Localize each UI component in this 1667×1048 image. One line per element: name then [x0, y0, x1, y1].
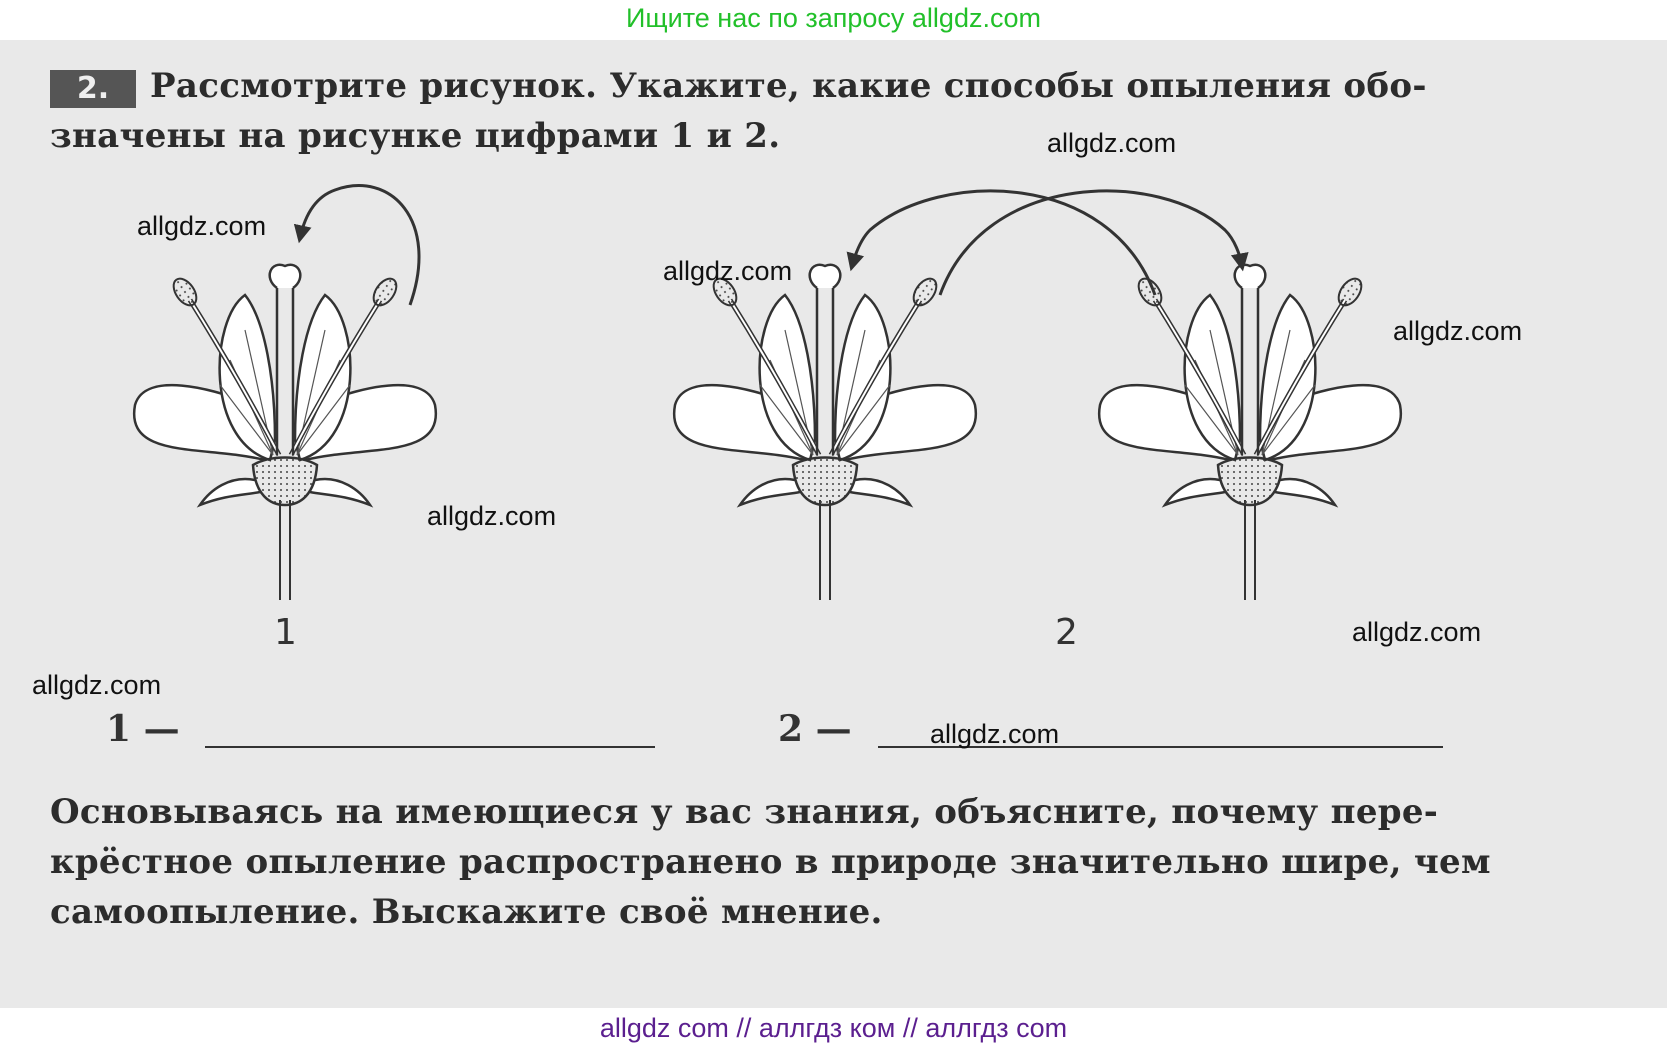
- flower-self-pollination: [134, 265, 436, 600]
- watermark: allgdz.com: [1352, 617, 1482, 647]
- cross-pollination-arrow-left: [852, 191, 1155, 295]
- bottom-banner: allgdz com // аллгдз ком // аллгдз com: [599, 1013, 1068, 1043]
- self-pollination-arrow: [300, 186, 419, 305]
- watermark: allgdz.com: [32, 670, 162, 700]
- watermark: allgdz.com: [137, 211, 267, 241]
- paragraph-line-3: самоопыление. Выскажите своё мнение.: [50, 892, 883, 932]
- question-line-1: Рассмотрите рисунок. Укажите, какие способы опыления обо-: [150, 66, 1427, 106]
- flower-cross-left: [674, 265, 976, 600]
- task-number-badge: 2.: [50, 70, 136, 108]
- answer-label-2: 2 —: [778, 708, 852, 750]
- answer-line-1[interactable]: [205, 746, 655, 748]
- figure-label-1: 1: [274, 612, 297, 653]
- answer-label-1: 1 —: [106, 708, 180, 750]
- cross-pollination-arrow-right: [940, 191, 1242, 295]
- paragraph-line-1: Основываясь на имеющиеся у вас знания, объясните, почему пере-: [50, 792, 1439, 832]
- top-banner: Ищите нас по запросу allgdz.com: [626, 3, 1041, 33]
- flower-cross-right: [1099, 265, 1401, 600]
- watermark: allgdz.com: [930, 719, 1060, 749]
- watermark: allgdz.com: [1393, 316, 1523, 346]
- paragraph-line-2: крёстное опыление распространено в природе значительно шире, чем: [50, 842, 1491, 882]
- watermark: allgdz.com: [427, 501, 557, 531]
- watermark: allgdz.com: [1047, 128, 1177, 158]
- question-line-2: значены на рисунке цифрами 1 и 2.: [50, 116, 781, 156]
- watermark: allgdz.com: [663, 256, 793, 286]
- figure-label-2: 2: [1055, 612, 1078, 653]
